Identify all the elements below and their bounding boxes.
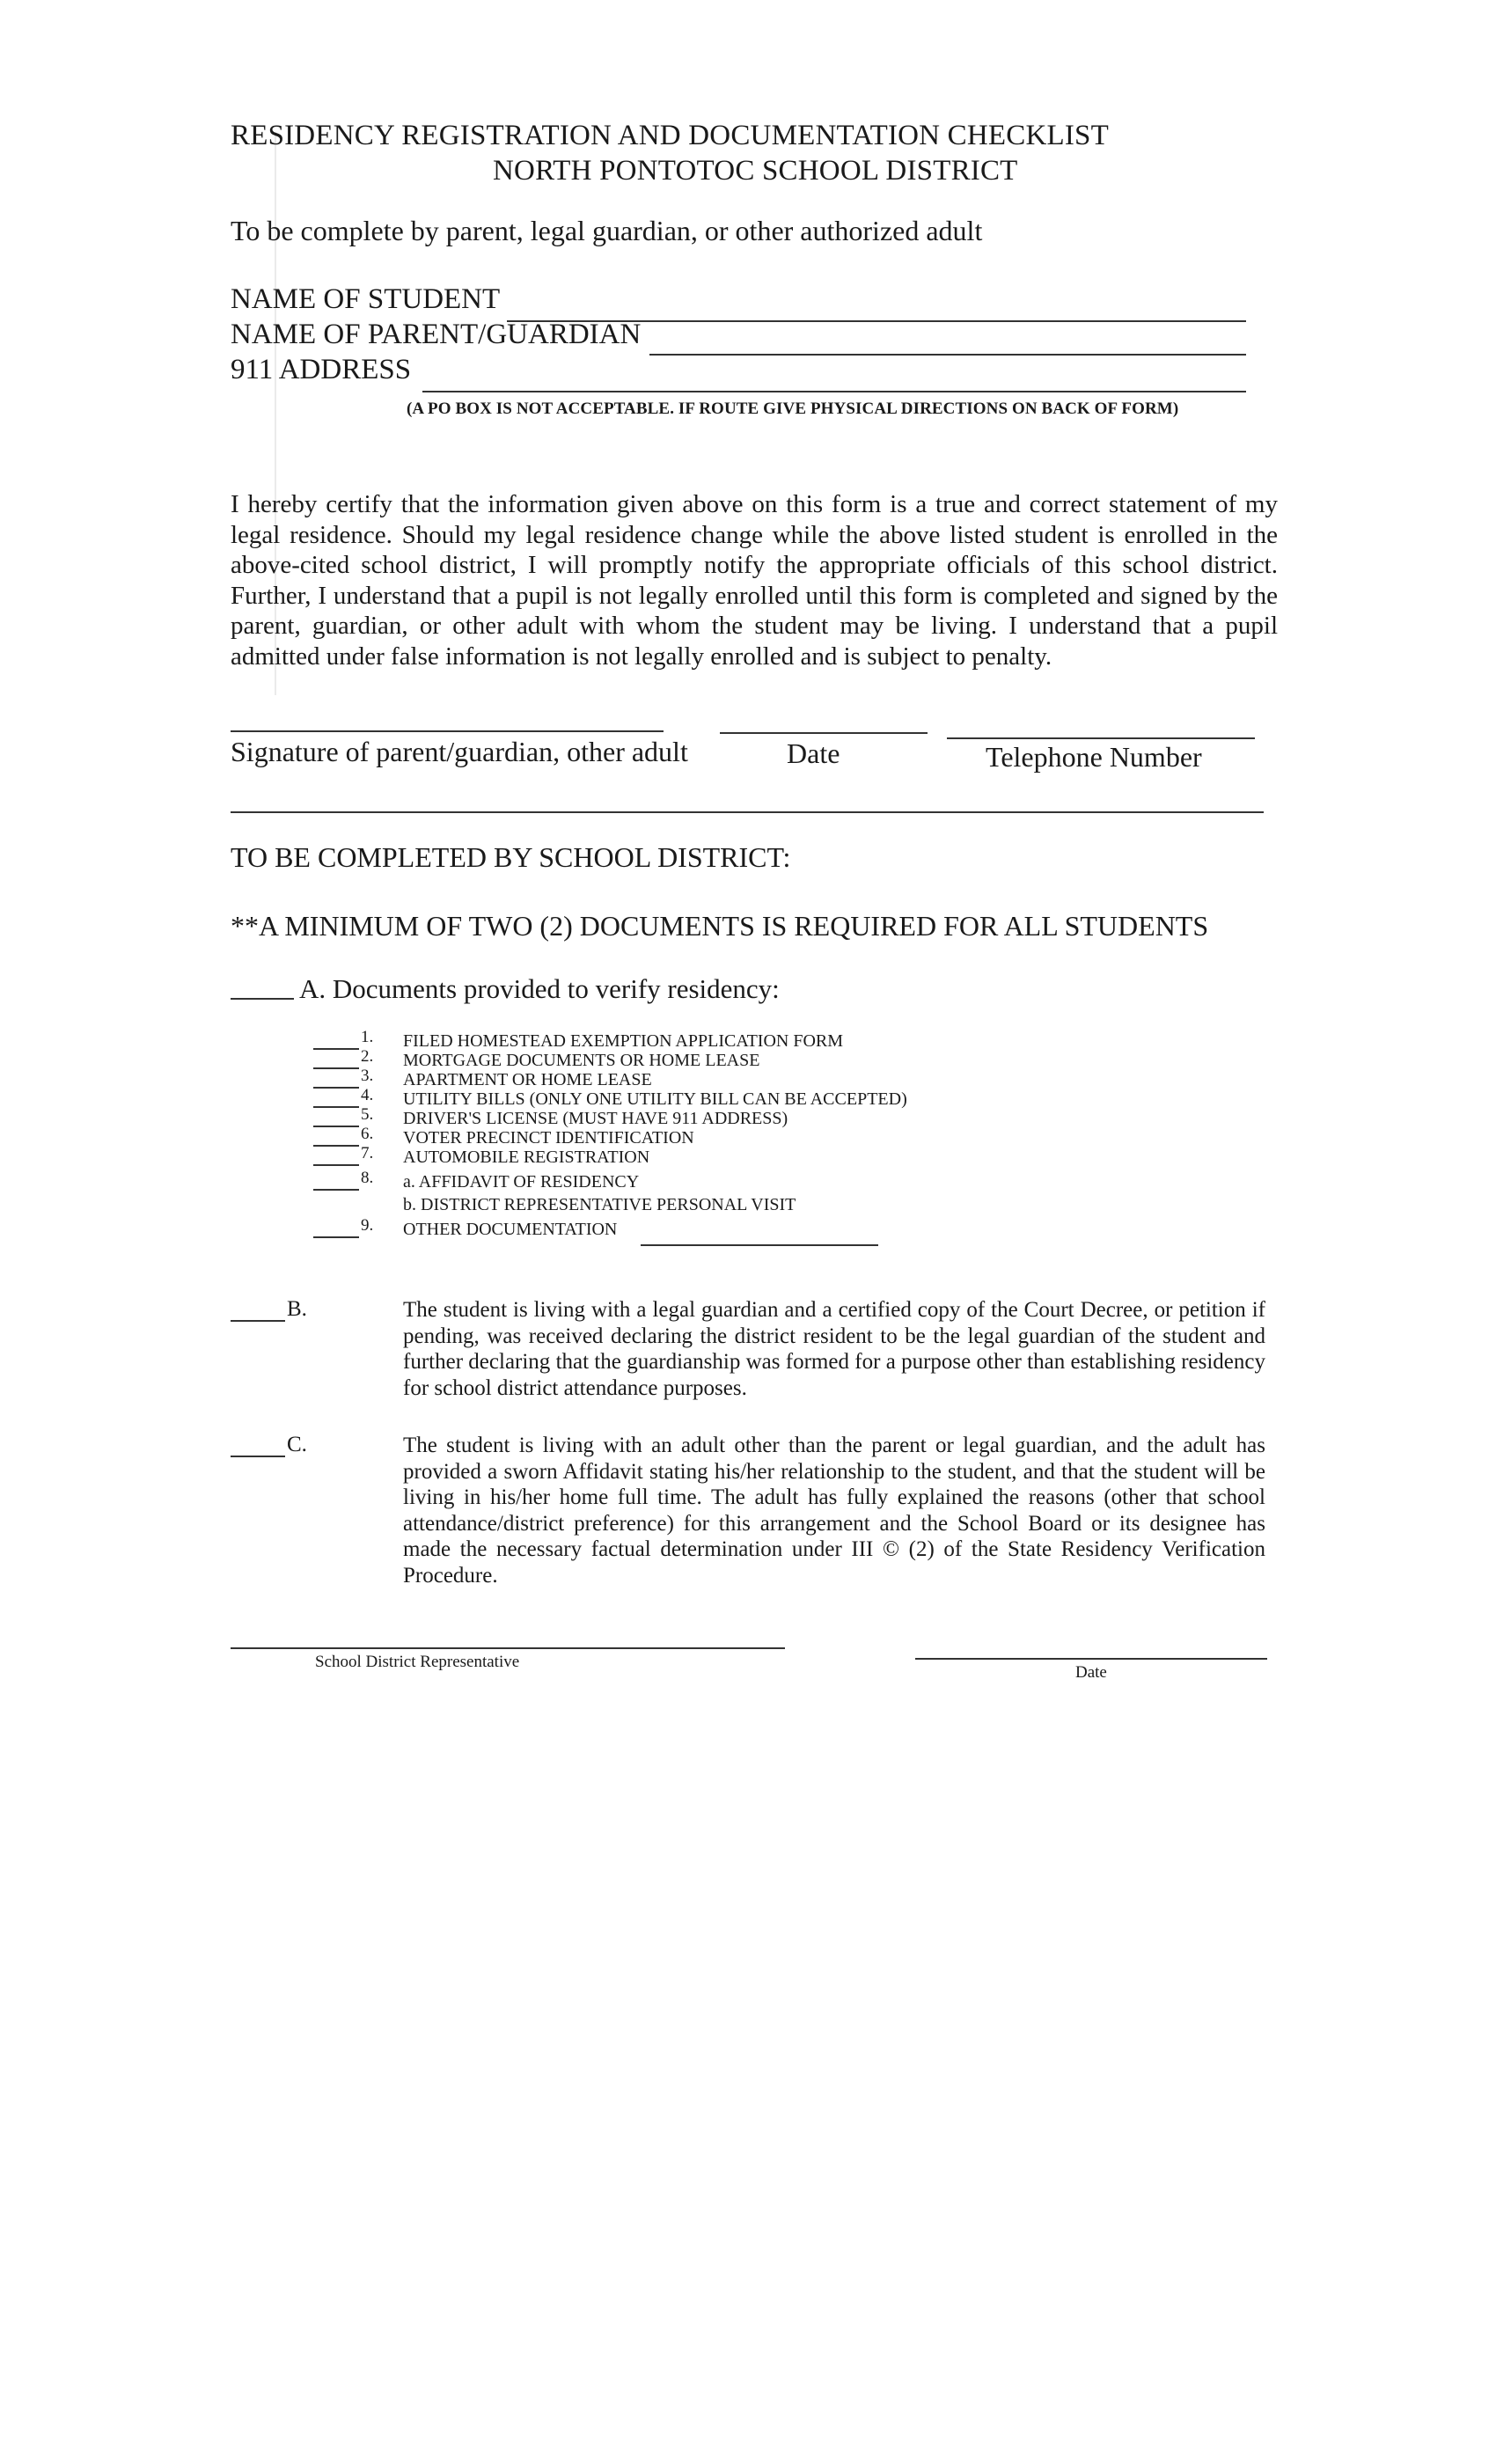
date-line[interactable] bbox=[720, 732, 928, 734]
signature-date-label: Date bbox=[787, 737, 840, 769]
item-6-blank[interactable] bbox=[313, 1145, 359, 1147]
item-2-text: MORTGAGE DOCUMENTS OR HOME LEASE bbox=[403, 1051, 760, 1070]
section-c-check-blank[interactable] bbox=[231, 1456, 285, 1457]
student-name-label: NAME OF STUDENT bbox=[231, 283, 501, 315]
representative-line[interactable] bbox=[231, 1647, 785, 1649]
section-c-paragraph: The student is living with an adult other than the parent or legal guardian, and the adult has provided a sworn Affidavit stating his/her relationship to the student, and that the student will be living in his/her home full time. The adult has fully explained the reasons (other that school attendance/district preference) for this arrangement and the School Board or its designee has made the necessary factual determination under III © (2) of the State Residency Verification Procedure. bbox=[403, 1434, 1265, 1588]
section-c-label: C. bbox=[287, 1433, 307, 1456]
minimum-documents-note: **A MINIMUM OF TWO (2) DOCUMENTS IS REQUIRED FOR ALL STUDENTS bbox=[231, 910, 1209, 942]
item-2-blank[interactable] bbox=[313, 1067, 359, 1069]
item-4-blank[interactable] bbox=[313, 1106, 359, 1108]
telephone-label: Telephone Number bbox=[986, 741, 1202, 773]
item-6-number: 6. bbox=[361, 1125, 374, 1143]
item-1-blank[interactable] bbox=[313, 1048, 359, 1050]
item-6-text: VOTER PRECINCT IDENTIFICATION bbox=[403, 1128, 694, 1148]
phone-line[interactable] bbox=[947, 737, 1255, 739]
district-heading: TO BE COMPLETED BY SCHOOL DISTRICT: bbox=[231, 841, 791, 873]
representative-label: School District Representative bbox=[315, 1653, 520, 1671]
item-8b-text: b. DISTRICT REPRESENTATIVE PERSONAL VISIT bbox=[403, 1195, 796, 1214]
section-b-label: B. bbox=[287, 1297, 307, 1321]
section-b-check-blank[interactable] bbox=[231, 1320, 285, 1322]
signature-line[interactable] bbox=[231, 730, 664, 732]
district-date-line[interactable] bbox=[915, 1658, 1267, 1660]
section-divider bbox=[231, 811, 1264, 813]
item-4-number: 4. bbox=[361, 1086, 374, 1104]
item-9-number: 9. bbox=[361, 1216, 374, 1235]
item-9-text: OTHER DOCUMENTATION bbox=[403, 1220, 618, 1239]
address-label: 911 ADDRESS bbox=[231, 354, 412, 385]
item-9-other-line[interactable] bbox=[641, 1244, 878, 1246]
section-b-paragraph: The student is living with a legal guardian and a certified copy of the Court Decree, or petition if pending, was received declaring the district resident to be the legal guardian of the student and further declaring that the guardianship was formed for a purpose other than establishing residency for school district attendance purposes. bbox=[403, 1298, 1265, 1400]
address-note: (A PO BOX IS NOT ACCEPTABLE. IF ROUTE GIVE PHYSICAL DIRECTIONS ON BACK OF FORM) bbox=[407, 400, 1179, 418]
item-3-text: APARTMENT OR HOME LEASE bbox=[403, 1070, 652, 1089]
item-7-text: AUTOMOBILE REGISTRATION bbox=[403, 1148, 650, 1167]
intro-text: To be complete by parent, legal guardian, or other authorized adult bbox=[231, 215, 983, 246]
item-3-blank[interactable] bbox=[313, 1087, 359, 1089]
form-title: RESIDENCY REGISTRATION AND DOCUMENTATION CHECKLIST bbox=[231, 120, 1109, 151]
item-5-text: DRIVER'S LICENSE (MUST HAVE 911 ADDRESS) bbox=[403, 1109, 788, 1128]
section-a-check-blank[interactable] bbox=[231, 998, 294, 1000]
item-7-number: 7. bbox=[361, 1144, 374, 1162]
parent-name-line[interactable] bbox=[649, 354, 1246, 356]
item-4-text: UTILITY BILLS (ONLY ONE UTILITY BILL CAN BE ACCEPTED) bbox=[403, 1089, 907, 1109]
item-8-number: 8. bbox=[361, 1169, 374, 1187]
signature-label: Signature of parent/guardian, other adult bbox=[231, 736, 688, 767]
district-date-label: Date bbox=[1075, 1663, 1107, 1682]
district-name: NORTH PONTOTOC SCHOOL DISTRICT bbox=[493, 155, 1018, 187]
item-3-number: 3. bbox=[361, 1067, 374, 1085]
parent-name-label: NAME OF PARENT/GUARDIAN bbox=[231, 319, 642, 350]
item-9-blank[interactable] bbox=[313, 1236, 359, 1238]
item-1-number: 1. bbox=[361, 1028, 374, 1046]
address-line[interactable] bbox=[422, 391, 1246, 392]
item-5-blank[interactable] bbox=[313, 1126, 359, 1127]
item-1-text: FILED HOMESTEAD EXEMPTION APPLICATION FORM bbox=[403, 1031, 844, 1051]
item-7-blank[interactable] bbox=[313, 1164, 359, 1166]
item-8-blank[interactable] bbox=[313, 1189, 359, 1191]
item-2-number: 2. bbox=[361, 1047, 374, 1066]
item-8a-text: a. AFFIDAVIT OF RESIDENCY bbox=[403, 1172, 640, 1192]
section-a-heading: A. Documents provided to verify residency: bbox=[299, 973, 780, 1004]
certification-paragraph: I hereby certify that the information given above on this form is a true and correct statement of my legal residence. Should my legal residence change while the above listed student is enrolled in the above-cited school district, I will promptly notify the appropriate officials of this school district. Further, I understand that a pupil is not legally enrolled until this form is completed and signed by the parent, guardian, or other adult with whom the student may be living. I understand that a pupil admitted under false information is not legally enrolled and is subject to penalty. bbox=[231, 490, 1278, 671]
item-5-number: 5. bbox=[361, 1105, 374, 1124]
